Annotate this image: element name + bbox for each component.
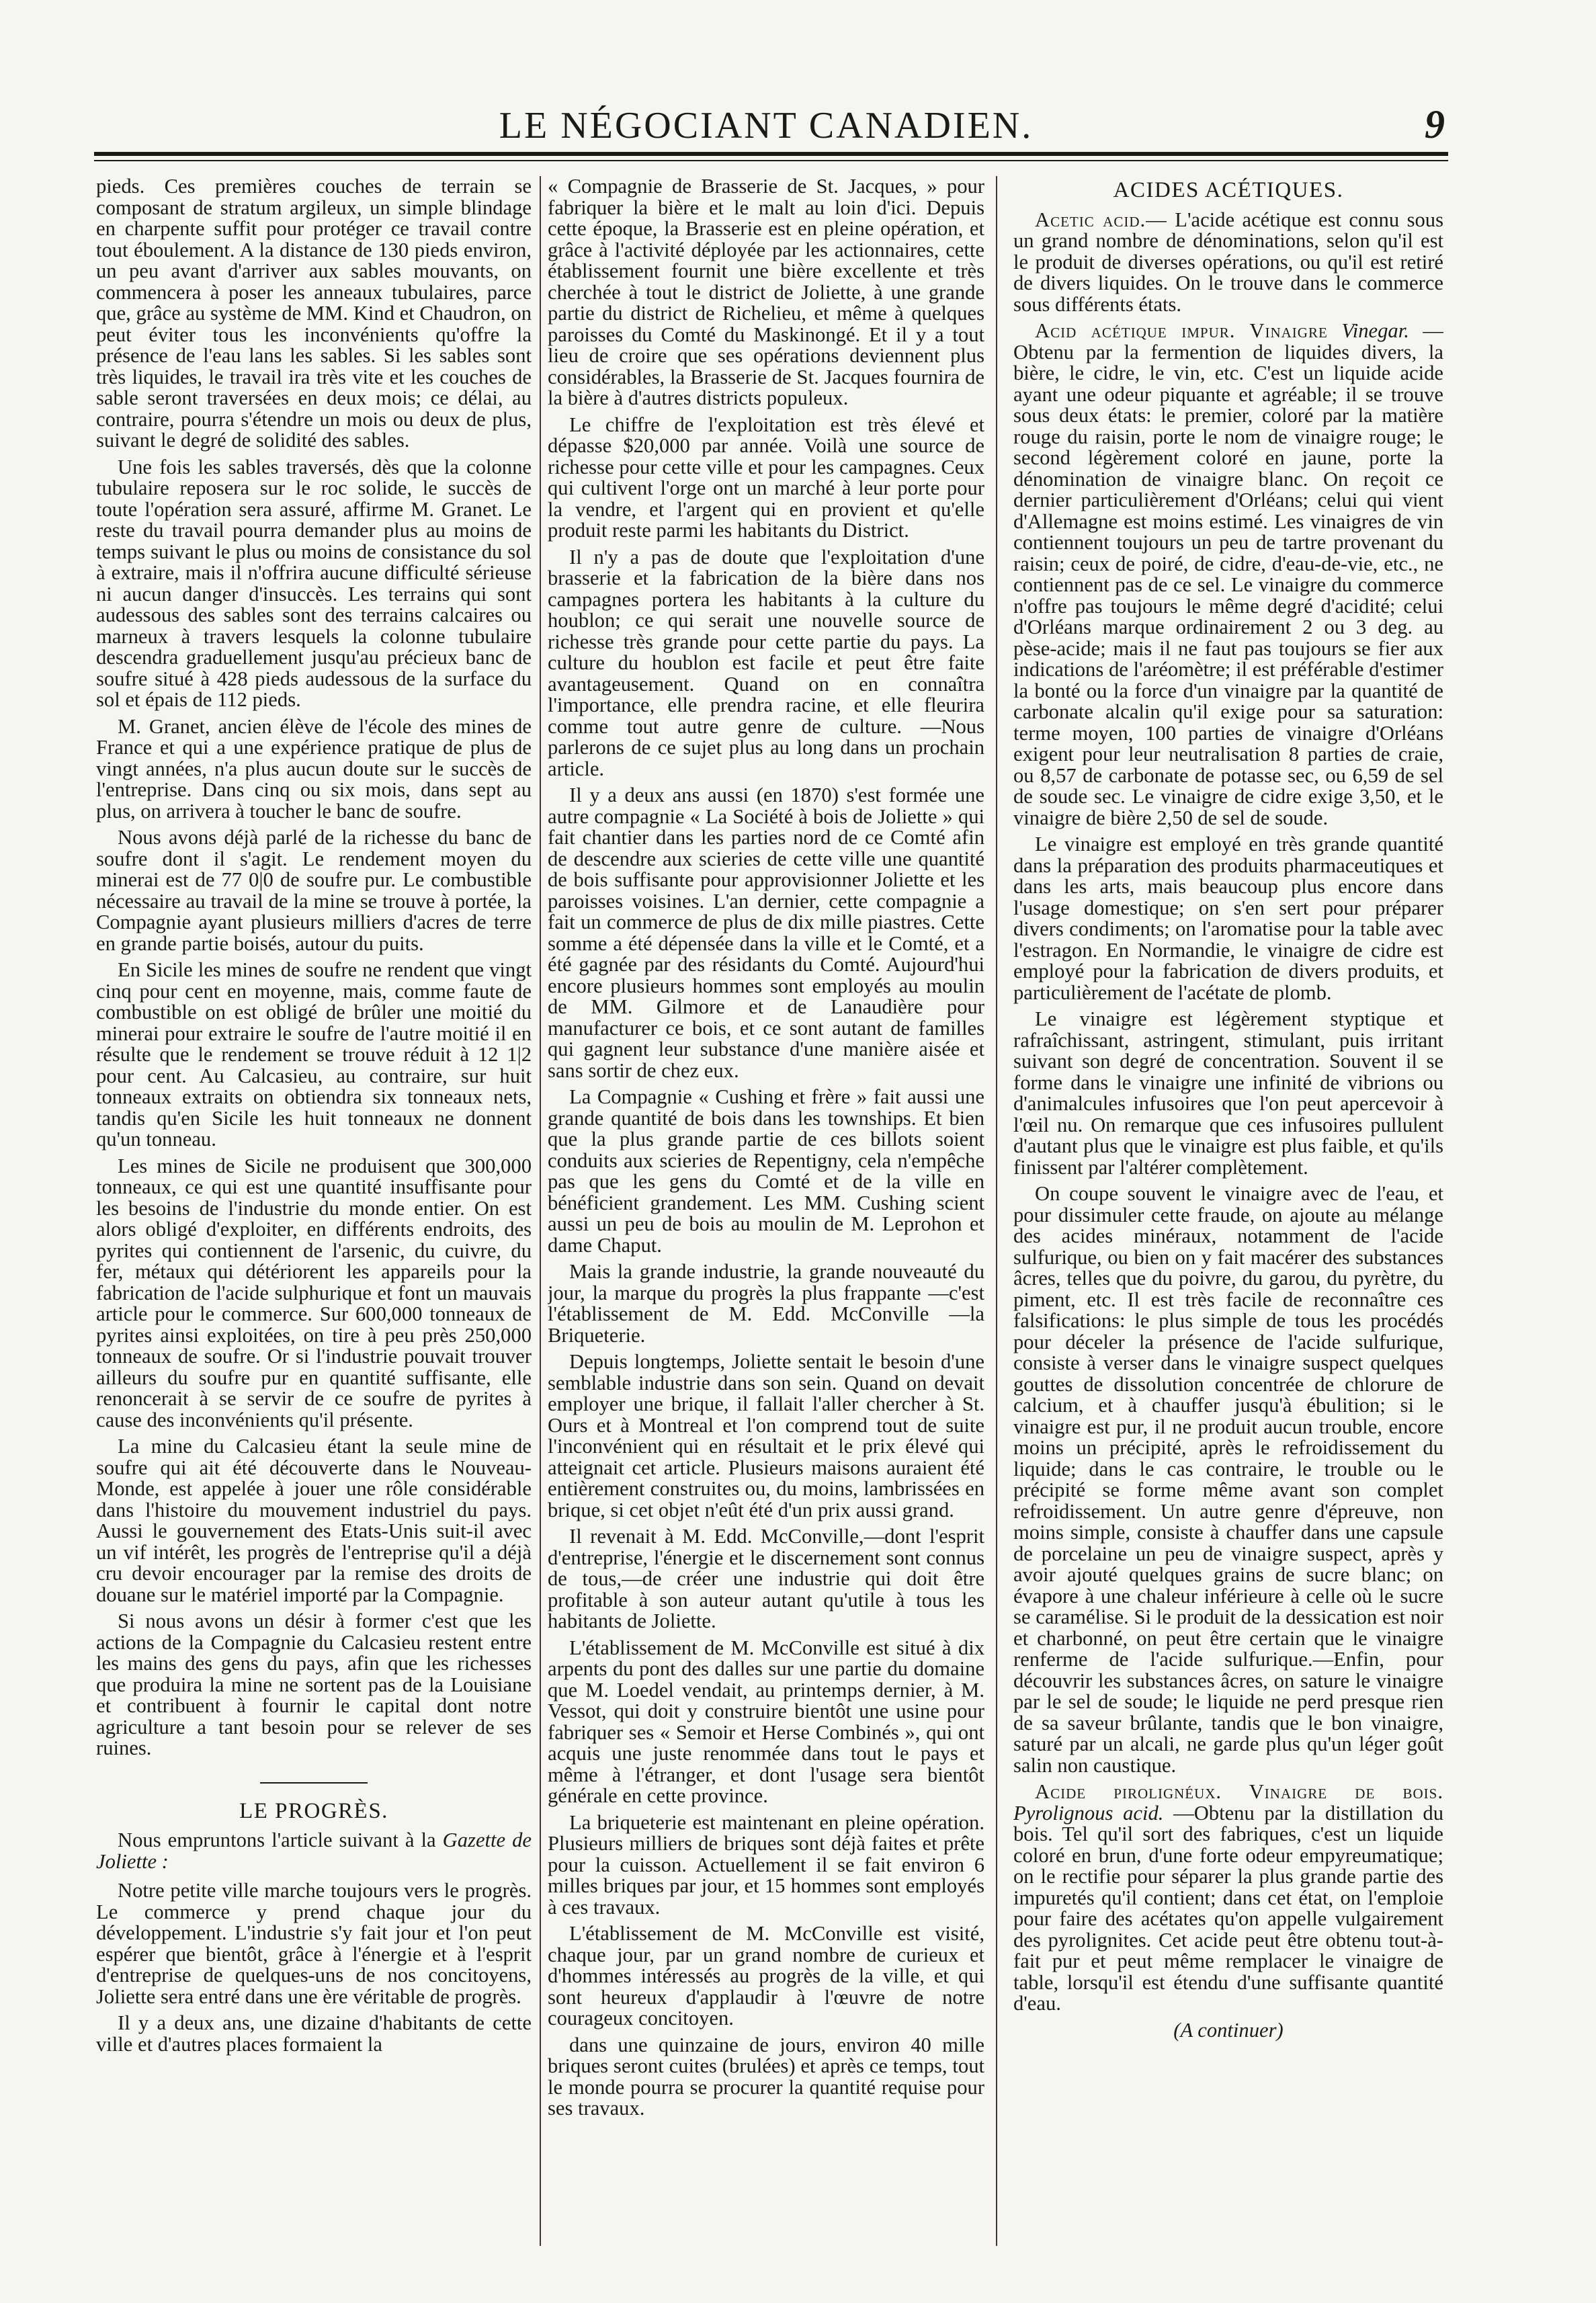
article-paragraph: Depuis longtemps, Joliette sentait le besoin d'une semblable industrie dans son sein. Quand on devait employer une brique, il fallait l'aller chercher à St. Ours et à Montreal et l'on comprend tout de suite l'inconvénient qui en résultait et le prix élevé qui atteignait cet article. Plusieurs maisons auraient été entièrement construites ou, du moins, lambrissées en brique, si cet objet n'eût été d'un prix aussi grand. xyxy=(548,1350,984,1521)
article-paragraph: pieds. Ces premières couches de terrain se composant de stratum argileux, un simple blindage en charpente suffit pour protéger ce travail contre tout éboulement. A la distance de 130 pieds environ, un peu avant d'arriver aux sables mouvants, on commencera à poser les anneaux tubulaires, parce que, grâce au système de MM. Kind et Chaudron, on peut éviter tous les inconvénients qu'offre la présence de l'eau lans les sables. Si les sables sont très liquides, le travail ira très vite et les couches de sable seront traversées en deux mois; ce délai, au contraire, pourra s'étendre un mois ou deux de plus, suivant le degré de solidité des sables. xyxy=(96,176,532,452)
article-paragraph: Si nous avons un désir à former c'est que les actions de la Compagnie du Calcasieu restent entre les mains des gens du pays, afin que les richesses que produira la mine ne sortent pas de la Louisiane et contribuent à fournir le capital dont notre agriculture a tant besoin pour se relever de ses ruines. xyxy=(96,1609,532,1759)
column-3 xyxy=(1013,176,1443,2246)
article-intro xyxy=(96,1830,532,1872)
article-paragraph: L'établissement de M. McConville est visité, chaque jour, par un grand nombre de curieux et d'hommes intéressés au progrès de la ville, et qui sont heureux d'applaudir à l'œuvre de notre courageux concitoyen. xyxy=(548,1922,984,2029)
article-paragraph: Le vinaigre est employé en très grande quantité dans la préparation des produits pharmaceutiques et dans les arts, mais beaucoup plus encore dans l'usage domestique; on s'en sert pour préparer divers condiments; on l'aromatise pour la table avec l'estragon. En Normandie, le vinaigre de cidre est employé pour la fabrication de divers produits, et particulièrement de l'acétate de plomb. xyxy=(1013,833,1443,1004)
column-1 xyxy=(96,176,532,2246)
article-paragraph: Les mines de Sicile ne produisent que 300,000 tonneaux, ce qui est une quantité insuffisante pour les besoins de l'industrie du monde entier. On est alors obligé d'exploiter, en différents endroits, des pyrites qui contiennent de l'arsenic, du cuivre, du fer, métaux qui détériorent les appareils pour la fabrication de l'acide sulphurique et font un mauvais article pour le commerce. Sur 600,000 tonneaux de pyrites ainsi exploitées, on tire à peu près 250,000 tonneaux de soufre. Or si l'industrie pouvait trouver ailleurs du soufre pur en quantité suffisante, elle renoncerait à se servir de ce soufre de pyrites à cause des inconvénients qu'il présente. xyxy=(96,1154,532,1431)
article-paragraph: Le vinaigre est légèrement styptique et rafraîchissant, astringent, stimulant, puis irritant suivant son degré de concentration. Souvent il se forme dans le vinaigre une infinité de vibrions ou d'animalcules infusoires que l'on peut apercevoir à l'œil nu. On remarque que ces infusoires pullulent d'autant plus que le vinaigre est plus faible, et qu'ils finissent par l'altérer complètement. xyxy=(1013,1007,1443,1179)
article-paragraph: La briqueterie est maintenant en pleine opération. Plusieurs milliers de briques sont déjà faites et prête pour la cuisson. Actuellement il se fait environ 6 milles briques par jour, et 15 hommes sont employés à ces travaux. xyxy=(548,1810,984,1919)
page-number: 9 xyxy=(1425,102,1445,146)
dictionary-entry xyxy=(1013,321,1443,829)
article-paragraph: En Sicile les mines de soufre ne rendent que vingt cinq pour cent en moyenne, mais, comme faute de combustible on est obligé de brûler une moitié du minerai pour extraire le soufre de l'autre moitié il en résulte que le rendement se trouve réduit à 12 1|2 pour cent. Au Calcasieu, au contraire, sur huit tonneaux extraits on obtiendra six tonneaux nets, tandis qu'en Sicile les huit tonneaux ne donnent qu'un tonneau. xyxy=(96,958,532,1150)
column-divider xyxy=(540,176,541,2246)
dictionary-entry xyxy=(1013,1782,1443,2015)
article-paragraph: Notre petite ville marche toujours vers le progrès. Le commerce y prend chaque jour du développement. L'industrie s'y fait jour et l'on peut espérer que bientôt, grâce à l'énergie et à l'esprit d'entreprise de quelques-uns de nos concitoyens, Joliette sera entré dans une ère véritable de progrès. xyxy=(96,1879,532,2008)
article-paragraph: Nous avons déjà parlé de la richesse du banc de soufre dont il s'agit. Le rendement moyen du minerai est de 77 0|0 de soufre pur. Le combustible nécessaire au travail de la mine se trouve à portée, la Compagnie ayant plusieurs milliers d'acres de terre en grande partie boisés, autour du puits. xyxy=(96,826,532,955)
article-paragraph: M. Granet, ancien élève de l'école des mines de France et qui a une expérience pratique de plus de vingt années, n'a plus aucun doute sur le succès de l'entreprise. Dans cinq ou six mois, dans sept au plus, on arrivera à toucher le banc de soufre. xyxy=(96,714,532,823)
entry-latin-name: Vinegar. xyxy=(1341,319,1409,342)
entry-text: —Obtenu par la distillation du bois. Tel qu'il sort des fabriques, c'est un liquide coloré en brun, d'une forte odeur empyreumatique; on le rectifie pour séparer la plus grande partie des impuretés qu'il contient; dans cet état, on l'emploie pour faire des acétates qu'on appelle vulgairement des pyrolignites. Cet acide peut être obtenu tout-à-fait pur et peut même remplacer le vinaigre de table, lorsqu'il est étendu d'une suffisante quantité d'eau. xyxy=(1013,1801,1443,2015)
article-paragraph: Il revenait à M. Edd. McConville,—dont l'esprit d'entreprise, l'énergie et le discernement sont connus de tous,—de créer une industrie qui doit être profitable à son auteur autant qu'utile à tous les habitants de Joliette. xyxy=(548,1525,984,1632)
header-rule-thin xyxy=(94,160,1448,161)
section-title-acides-acetiques: ACIDES ACÉTIQUES. xyxy=(1113,178,1344,202)
header-rule xyxy=(94,152,1448,156)
article-paragraph: « Compagnie de Brasserie de St. Jacques, » pour fabriquer la bière et le malt au loin d'ici. Depuis cette époque, la Brasserie est en pleine opération, et grâce à l'activité déployée par les actionnaires, cette établissement fournit une bière excellente et très cherchée à tout le district de Joliette, à une grande partie du district de Richelieu, et même à quelques paroisses du Comté du Maskinongé. Et il y a tout lieu de croire que ses opérations deviennent plus considérables, la Brasserie de St. Jacques fournira de la bière à d'autres districts populeux. xyxy=(548,176,984,409)
entry-text: —Obtenu par la fermention de liquides divers, la bière, le cidre, le vin, etc. C'est un liquide acide ayant une odeur piquante et agréable; il se trouve sous deux états: le premier, coloré par la matière rouge du raisin, porte le nom de vinaigre rouge; le second légèrement coloré en jaune, porte la dénomination de vinaigre blanc. On reçoit ce dernier particulièrement d'Orléans; celui qui vient d'Allemagne est moins estimé. Les vinaigres de vin contiennent toujours un peu de tartre provenant du raisin; ceux de poiré, de cidre, d'eau-de-vie, etc., ne contiennent pas de ce sel. Le vinaigre du commerce n'offre pas toujours le même degré d'acidité; celui d'Orléans marque ordinairement 2 ou 3 deg. au pèse-acide; mais il ne faut pas toujours se fier aux indications de l'aréomètre; il est préférable d'estimer la bonté ou la force d'un vinaigre par la quantité de carbonate alcalin qu'il exige pour sa saturation: terme moyen, 100 parties de vinaigre d'Orléans exigent pour leur neutralisation 8 parties de craie, ou 8,57 de carbonate de potasse sec, ou 6,59 de sel de soude sec. Le vinaigre de cidre exige 3,50, et le vinaigre de bière 2,50 de sel de soude. xyxy=(1013,319,1443,829)
article-paragraph: On coupe souvent le vinaigre avec de l'eau, et pour dissimuler cette fraude, on ajoute au mélange des acides minéraux, notamment de l'acide sulfurique, ou bien on y fait macérer des substances âcres, telles que du poivre, du garou, du pyrètre, du piment, etc. Il est très facile de reconnaître ces falsifications: le plus simple de tous les procédés pour déceler la présence de l'acide sulfurique, consiste à verser dans le vinaigre suspect quelques gouttes de dissolution concentrée de chlorure de calcium, et à chauffer jusqu'à ébulition; si le vinaigre est pur, il ne produit aucun trouble, encore moins un précipité, après le refroidissement du liquide; dans le cas contraire, le trouble ou le précipité se forme même avant son complet refroidissement. Un autre genre d'épreuve, non moins simple, consiste à chauffer dans une capsule de porcelaine un peu de vinaigre suspect, après y avoir ajouté quelques grains de sucre blanc; on évapore à une chaleur inférieure à celle où le sucre se caramélise. Si le produit de la dessication est noir et charbonné, on peut être certain que le vinaigre renferme de l'acide sulfurique.—Enfin, pour découvrir les substances âcres, on sature le vinaigre par le sel de soude; le liquide ne perd presque rien de sa saveur brûlante, tandis que le bon vinaigre, saturé par un alcali, ne garde plus qu'un léger goût salin non caustique. xyxy=(1013,1182,1443,1777)
article-paragraph: Il n'y a pas de doute que l'exploitation d'une brasserie et la fabrication de la bière dans nos campagnes portera les habitants à la culture du houblon; ce qui serait une nouvelle source de richesse très grande pour cette partie du pays. La culture du houblon est facile et peut être faite avantageusement. Quand on en connaîtra l'importance, elle prendra racine, et elle fleurira comme tout autre genre de culture. —Nous parlerons de ce sujet plus au long dans un prochain article. xyxy=(548,545,984,780)
intro-text: Nous empruntons l'article suivant à la xyxy=(118,1829,436,1851)
entry-text: L'acide acétique est connu sous un grand nombre de dénominations, selon qu'il est le produit de diverses opérations, ou qu'il est retiré de divers liquides. On le trouve dans le commerce sous différents états. xyxy=(1013,208,1443,316)
article-paragraph: Mais la grande industrie, la grande nouveauté du jour, la marque du progrès la plus frappante —c'est l'établissement de M. Edd. McConville —la Briqueterie. xyxy=(548,1260,984,1347)
article-paragraph: L'établissement de M. McConville est situé à dix arpents du pont des dalles sur une partie du domaine que M. Loedel vendait, au printemps dernier, à M. Vessot, qui doit y construire bientôt une usine pour fabriquer ses « Semoir et Herse Combinés », qui ont acquis une juste renommée dans tout le pays et même à l'étranger, et dont l'usage sera bientôt générale en cette province. xyxy=(548,1636,984,1807)
article-paragraph: La mine du Calcasieu étant la seule mine de soufre qui ait été découverte dans le Nouveau-Monde, est appelée à jouer une rôle considérable dans l'histoire du mouvement industriel du pays. Aussi le gouvernement des Etats-Unis suit-il avec un vif intérêt, les progrès de l'entreprise qu'il a déjà cru devoir encourager par la remise des droits de douane sur le matériel importé par la Compagnie. xyxy=(96,1435,532,1606)
entry-heading: Acetic acid.— xyxy=(1035,208,1167,231)
article-paragraph: Le chiffre de l'exploitation est très élevé et dépasse $20,000 par année. Voilà une source de richesse pour cette ville et pour les campagnes. Ceux qui cultivent l'orge ont un marché à leur porte pour la vendre, et l'argent qui en provient et qu'elle produit reste parmi les habitants du District. xyxy=(548,413,984,542)
entry-latin-name: Pyrolignous acid. xyxy=(1013,1801,1164,1825)
article-paragraph: dans une quinzaine de jours, environ 40 mille briques seront cuites (brulées) et après ce temps, tout le monde pourra se procurer la quantité requise pour ses travaux. xyxy=(548,2033,984,2120)
masthead xyxy=(94,102,1445,151)
article-paragraph: La Compagnie « Cushing et frère » fait aussi une grande quantité de bois dans les townships. Et bien que la plus grande partie de ces billots soient conduits aux scieries de Repentigny, cela n'empêche pas que les gens du Comté et de la ville en bénéficient grandement. Les MM. Cushing scient aussi un peu de bois au moulin de M. Leprohon et dame Chaput. xyxy=(548,1085,984,1257)
column-2 xyxy=(548,176,984,2246)
article-paragraph: Il y a deux ans aussi (en 1870) s'est formée une autre compagnie « La Société à bois de Joliette » qui fait chantier dans les parties nord de ce Comté afin de descendre aux scieries de cette ville une quantité de bois suffisante pour approvisionner Joliette et les paroisses voisines. L'an dernier, cette compagnie a fait un commerce de plus de dix mille piastres. Cette somme a été dépensée dans la ville et le Comté, et a été gagnée par des résidants du Comté. Aujourd'hui encore plusieurs hommes sont employés au moulin de MM. Gilmore et de Lanaudière pour manufacturer ce bois, et ce sont autant de familles qui gagnent leur substance d'une manière aisée et sans sortir de chez eux. xyxy=(548,784,984,1082)
column-divider xyxy=(996,176,997,2246)
dictionary-entry xyxy=(1013,210,1443,316)
entry-heading: Acid acétique impur. Vinaigre xyxy=(1035,319,1328,342)
entry-heading: Acide pirolignéux. Vinaigre de bois. xyxy=(1035,1780,1443,1803)
newspaper-title: LE NÉGOCIANT CANADIEN. xyxy=(499,105,1034,146)
to-be-continued: (A continuer) xyxy=(1173,2018,1284,2042)
section-title-le-progres: LE PROGRÈS. xyxy=(239,1798,388,1823)
intro-source: Gazette de Joliette : xyxy=(96,1829,532,1873)
article-paragraph: Il y a deux ans, une dizaine d'habitants de cette ville et d'autres places formaient la xyxy=(96,2011,532,2056)
article-paragraph: Une fois les sables traversés, dès que la colonne tubulaire reposera sur le roc solide, le succès de toute l'opération sera assuré, affirme M. Granet. Le reste du travail pourra demander plus au moins de temps suivant le plus ou moins de consistance du sol à extraire, mais il n'offrira aucune difficulté sérieuse ni aucun danger d'insuccès. Les terrains qui sont audessous des sables sont des terrains calcaires ou marneux à travers lesquels la colonne tubulaire descendra graduellement jusqu'au précieux banc de soufre situé à 428 pieds audessous de la surface du sol et épais de 112 pieds. xyxy=(96,455,532,711)
section-separator xyxy=(260,1782,368,1784)
